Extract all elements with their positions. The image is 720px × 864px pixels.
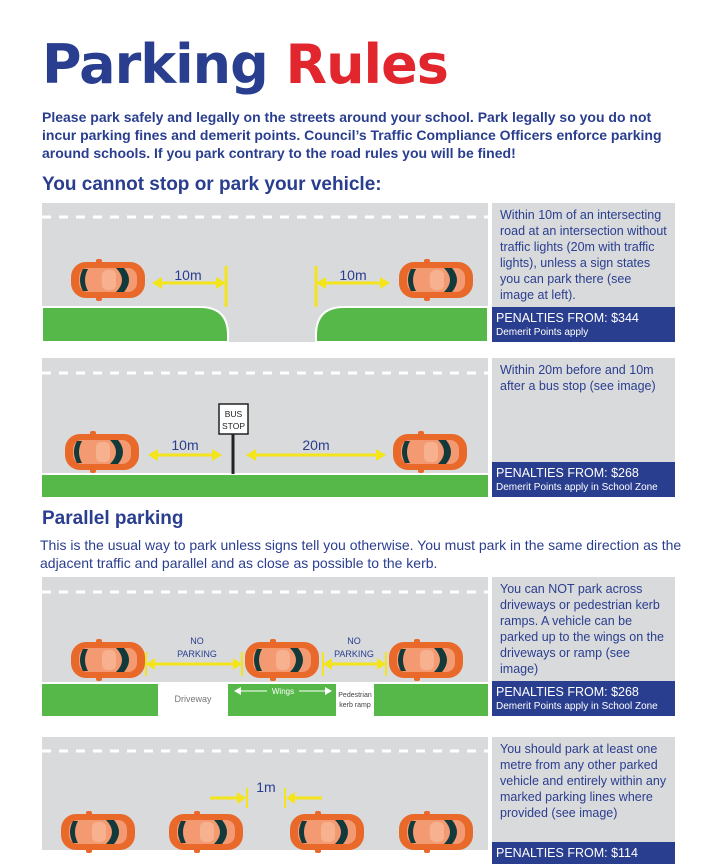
scene-driveway xyxy=(42,577,488,716)
car-icon xyxy=(399,811,473,853)
info-card-car-spacing xyxy=(492,737,675,860)
rule-description: Within 20m before and 10m after a bus stop (see image) xyxy=(500,363,656,393)
no-parking-label: PARKING xyxy=(177,649,217,659)
scene-intersection xyxy=(42,203,488,342)
car-icon xyxy=(65,431,139,473)
penalty-banner xyxy=(492,681,675,716)
car-icon xyxy=(61,811,135,853)
car-icon xyxy=(169,811,243,853)
bus-sign-line1: BUS xyxy=(224,409,243,419)
no-parking-label: PARKING xyxy=(334,649,374,659)
penalty-amount: PENALTIES FROM: $114 xyxy=(496,846,638,860)
info-card-intersection xyxy=(492,203,675,342)
gap-label: 1m xyxy=(256,779,276,795)
penalty-banner xyxy=(492,307,675,342)
scene-bus-stop xyxy=(42,358,488,497)
car-icon xyxy=(245,639,319,681)
rule-description: You can NOT park across driveways or pedestrian kerb ramps. A vehicle can be parked up to the wings on the driveways or ramp (see image) xyxy=(500,582,665,676)
no-parking-label: NO xyxy=(190,636,204,646)
info-card-bus-stop xyxy=(492,358,675,497)
distance-label: 10m xyxy=(339,267,367,283)
intro-text: Please park safely and legally on the streets around your school. Park legally so you do not incur parking fines and demerit points. Council’s Traffic Compliance Officers enforce parking around schools. If you park contrary to the road rules you will be fined! xyxy=(42,109,662,161)
scene-car-spacing xyxy=(42,737,488,850)
page-title xyxy=(42,30,448,100)
title-word-rules: Rules xyxy=(285,33,448,96)
kerb-ramp-label: Pedestrian xyxy=(338,692,372,699)
rule-description: Within 10m of an intersecting road at an intersection without traffic lights (20m with traffic lights), unless a sign states you can park there (see image at left). xyxy=(500,208,667,302)
penalty-amount: PENALTIES FROM: $268 xyxy=(496,466,639,480)
car-icon xyxy=(399,259,473,301)
car-icon xyxy=(71,259,145,301)
demerit-note: Demerit Points apply xyxy=(496,327,589,338)
car-icon xyxy=(393,431,467,473)
section-subtext: This is the usual way to park unless signs tell you otherwise. You must park in the same direction as the adjacent traffic and parallel and as close as possible to the kerb. xyxy=(40,537,682,571)
info-card-driveway xyxy=(492,577,675,716)
rule-description: You should park at least one metre from any other parked vehicle and entirely within any marked parking lines where provided (see image) xyxy=(500,742,667,820)
driveway-label: Driveway xyxy=(174,694,212,704)
bus-sign-line2: STOP xyxy=(222,421,245,431)
car-icon xyxy=(290,811,364,853)
penalty-amount: PENALTIES FROM: $344 xyxy=(496,311,639,325)
section-heading-no-stopping: You cannot stop or park your vehicle: xyxy=(42,174,382,195)
title-word-parking: Parking xyxy=(42,33,268,96)
distance-label: 10m xyxy=(171,437,199,453)
distance-label: 20m xyxy=(302,437,330,453)
wings-label: Wings xyxy=(271,687,295,696)
penalty-banner xyxy=(492,842,675,864)
section-heading-parallel-parking: Parallel parking xyxy=(42,508,184,529)
penalty-banner xyxy=(492,462,675,497)
car-icon xyxy=(71,639,145,681)
demerit-note: Demerit Points apply in School Zone xyxy=(496,701,658,712)
car-icon xyxy=(389,639,463,681)
demerit-note: Demerit Points apply in School Zone xyxy=(496,482,658,493)
penalty-amount: PENALTIES FROM: $268 xyxy=(496,685,639,699)
kerb-ramp-label: kerb ramp xyxy=(339,702,371,709)
no-parking-label: NO xyxy=(347,636,361,646)
distance-label: 10m xyxy=(174,267,202,283)
